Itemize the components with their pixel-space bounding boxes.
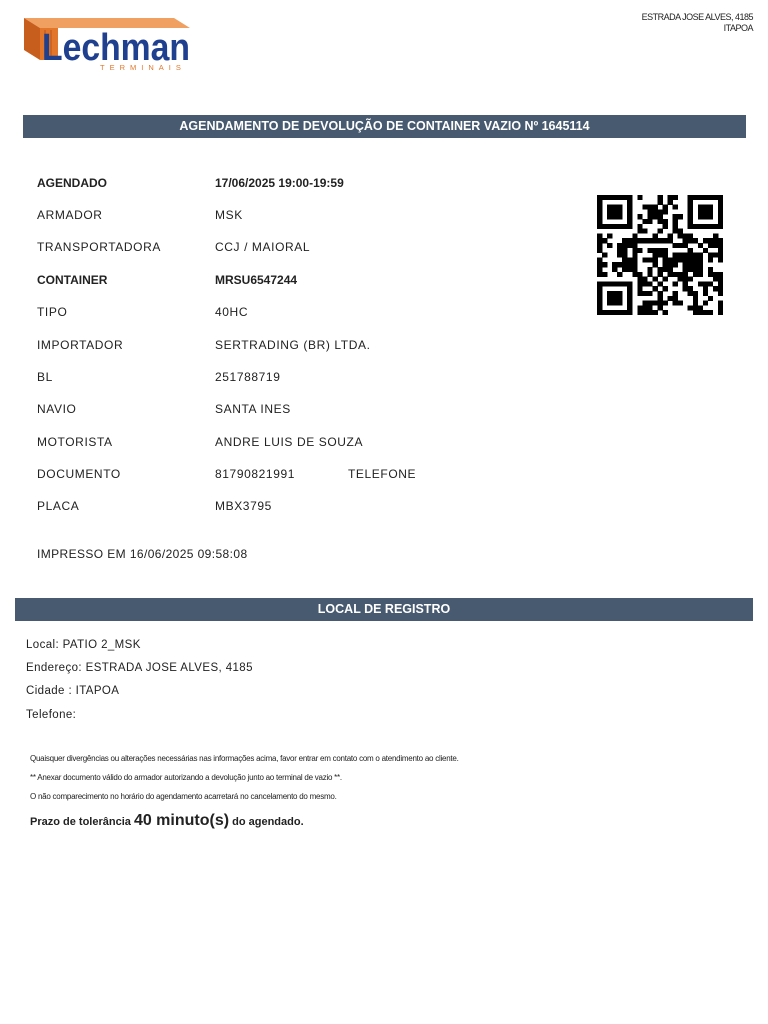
row-importador (37, 338, 557, 356)
note-documento-armador: ** Anexar documento válido do armador autorizando a devolução junto ao terminal de vazio **. (30, 773, 342, 782)
tolerance-amount: 40 minuto(s) (133, 812, 230, 829)
registry-telefone: Telefone: (26, 709, 77, 721)
label-importador: IMPORTADOR (37, 338, 124, 352)
row-tipo (37, 305, 557, 323)
value-documento: 81790821991 (215, 467, 296, 481)
registry-cidade: Cidade : ITAPOA (26, 685, 120, 697)
qr-code (597, 195, 723, 315)
row-bl (37, 370, 557, 388)
tolerance-prefix: Prazo de tolerância (30, 816, 131, 828)
row-documento (37, 467, 557, 485)
note-divergencias: Quaisquer divergências ou alterações necessárias nas informações acima, favor entrar em contato com o atendimento ao cliente. (30, 754, 459, 763)
address-street: ESTRADA JOSE ALVES, 4185 (641, 12, 753, 22)
label-motorista: MOTORISTA (37, 435, 113, 449)
row-container (37, 273, 557, 291)
registry-title-bar: LOCAL DE REGISTRO (15, 598, 753, 621)
svg-text:TERMINAIS: TERMINAIS (100, 63, 186, 72)
printed-timestamp: IMPRESSO EM 16/06/2025 09:58:08 (37, 547, 248, 561)
row-placa (37, 499, 557, 517)
svg-text:Lechman: Lechman (42, 27, 190, 69)
value-agendado: 17/06/2025 19:00-19:59 (215, 176, 344, 190)
tolerance-suffix: do agendado. (232, 816, 304, 828)
label-agendado: AGENDADO (37, 176, 108, 190)
label-transportadora: TRANSPORTADORA (37, 240, 161, 254)
value-importador: SERTRADING (BR) LTDA. (215, 338, 371, 352)
value-motorista: ANDRE LUIS DE SOUZA (215, 435, 364, 449)
row-agendado (37, 176, 557, 194)
label-navio: NAVIO (37, 402, 77, 416)
value-transportadora: CCJ / MAIORAL (215, 240, 311, 254)
document-title-bar: AGENDAMENTO DE DEVOLUÇÃO DE CONTAINER VAZIO Nº 1645114 (23, 115, 746, 138)
lechman-logo (16, 14, 192, 72)
note-nao-comparecimento: O não comparecimento no horário do agendamento acarretará no cancelamento do mesmo. (30, 792, 337, 801)
registry-local: Local: PATIO 2_MSK (26, 639, 141, 651)
terminal-address (642, 12, 753, 34)
row-navio (37, 402, 557, 420)
value-tipo: 40HC (215, 305, 249, 319)
value-bl: 251788719 (215, 370, 281, 384)
label-container: CONTAINER (37, 273, 108, 287)
value-placa: MBX3795 (215, 499, 272, 513)
label-armador: ARMADOR (37, 208, 103, 222)
value-navio: SANTA INES (215, 402, 291, 416)
label-documento: DOCUMENTO (37, 467, 121, 481)
registry-endereco: Endereço: ESTRADA JOSE ALVES, 4185 (26, 662, 253, 674)
tolerance-notice (30, 812, 304, 830)
label-placa: PLACA (37, 499, 80, 513)
address-city: ITAPOA (723, 23, 753, 33)
value-container: MRSU6547244 (215, 273, 298, 287)
value-armador: MSK (215, 208, 243, 222)
row-transportadora (37, 240, 557, 258)
label-telefone: TELEFONE (348, 467, 417, 481)
row-armador (37, 208, 557, 226)
row-motorista (37, 435, 557, 453)
label-bl: BL (37, 370, 53, 384)
label-tipo: TIPO (37, 305, 68, 319)
